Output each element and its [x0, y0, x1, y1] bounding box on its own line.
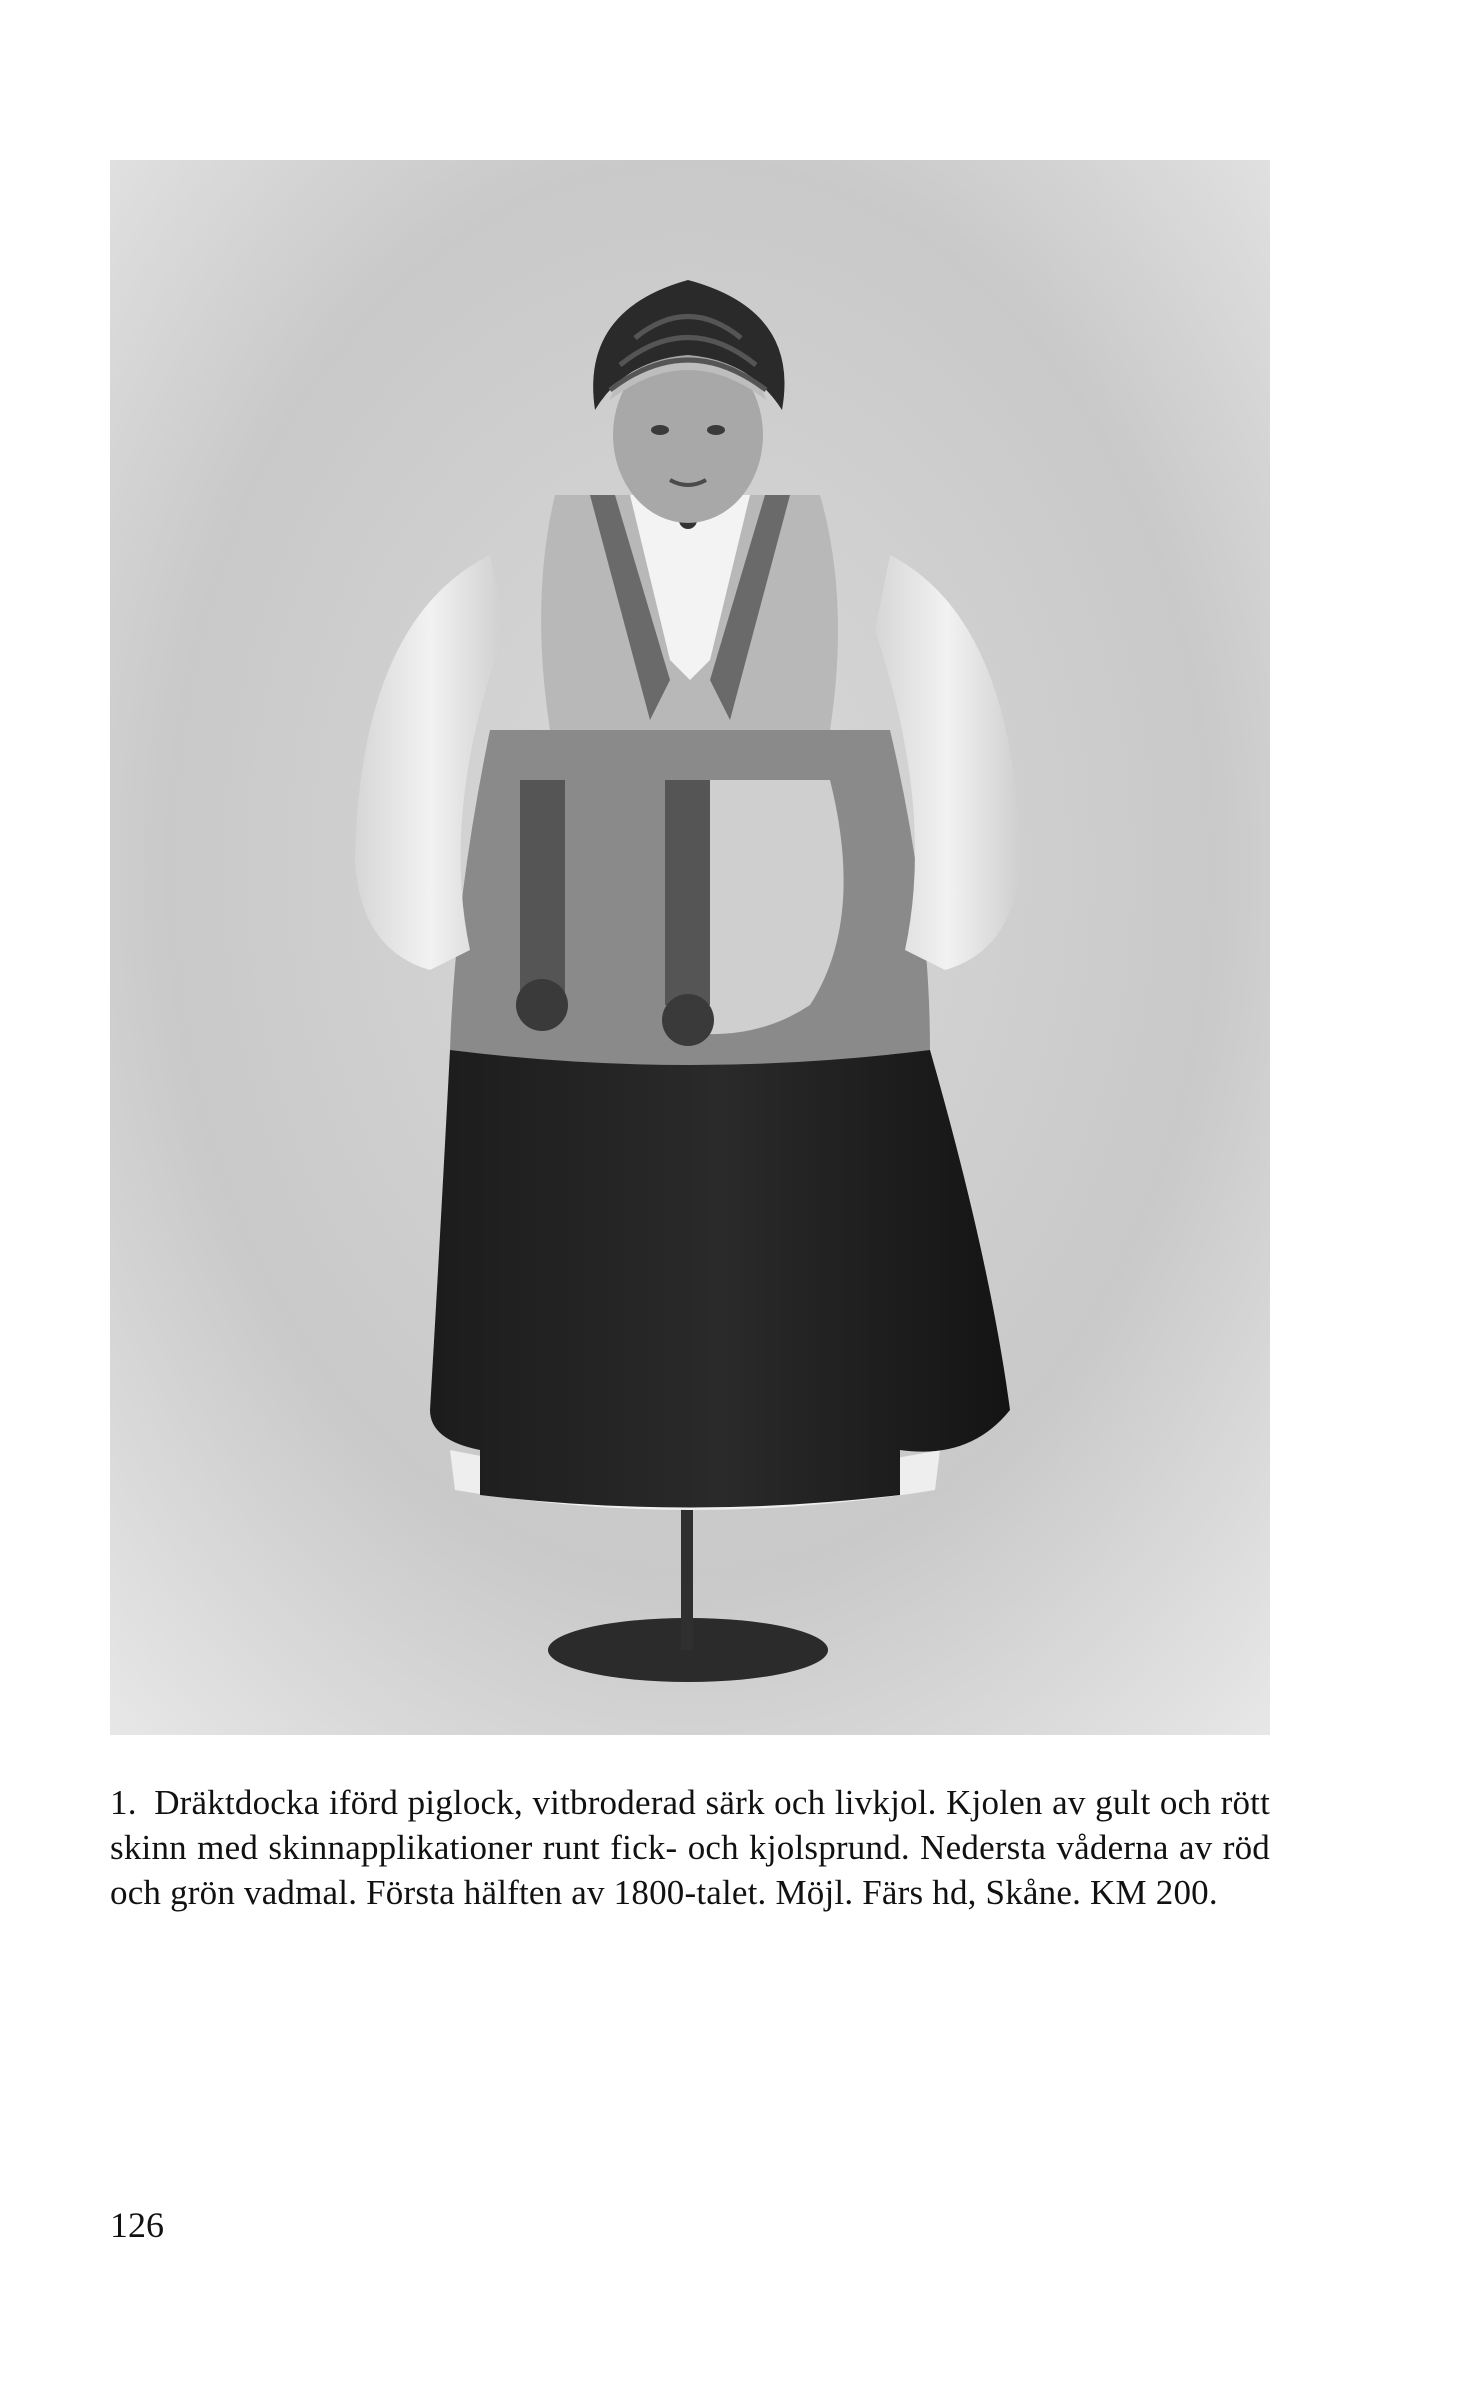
figure-caption: [110, 1780, 1270, 1915]
doll-eye-left: [651, 425, 669, 435]
applique-heart-center: [662, 994, 714, 1046]
stand-pole: [681, 1490, 693, 1650]
page-number: 126: [110, 2205, 164, 2245]
dark-skirt: [430, 1050, 1010, 1508]
applique-left: [520, 780, 565, 1000]
doll-eye-right: [707, 425, 725, 435]
costume-doll-photo: [110, 160, 1270, 1735]
caption-number: 1.: [110, 1783, 137, 1822]
caption-text: Dräktdocka iförd piglock, vitbroderad särk och livkjol. Kjolen av gult och rött skinn med skinnapplikationer runt fick- och kjolsprund. Nedersta våderna av röd och grön vadmal. Första hälften av 1800-talet. Möjl. Färs hd, Skåne. KM 200.: [110, 1783, 1270, 1912]
applique-heart-left: [516, 979, 568, 1031]
applique-center: [665, 780, 710, 1005]
